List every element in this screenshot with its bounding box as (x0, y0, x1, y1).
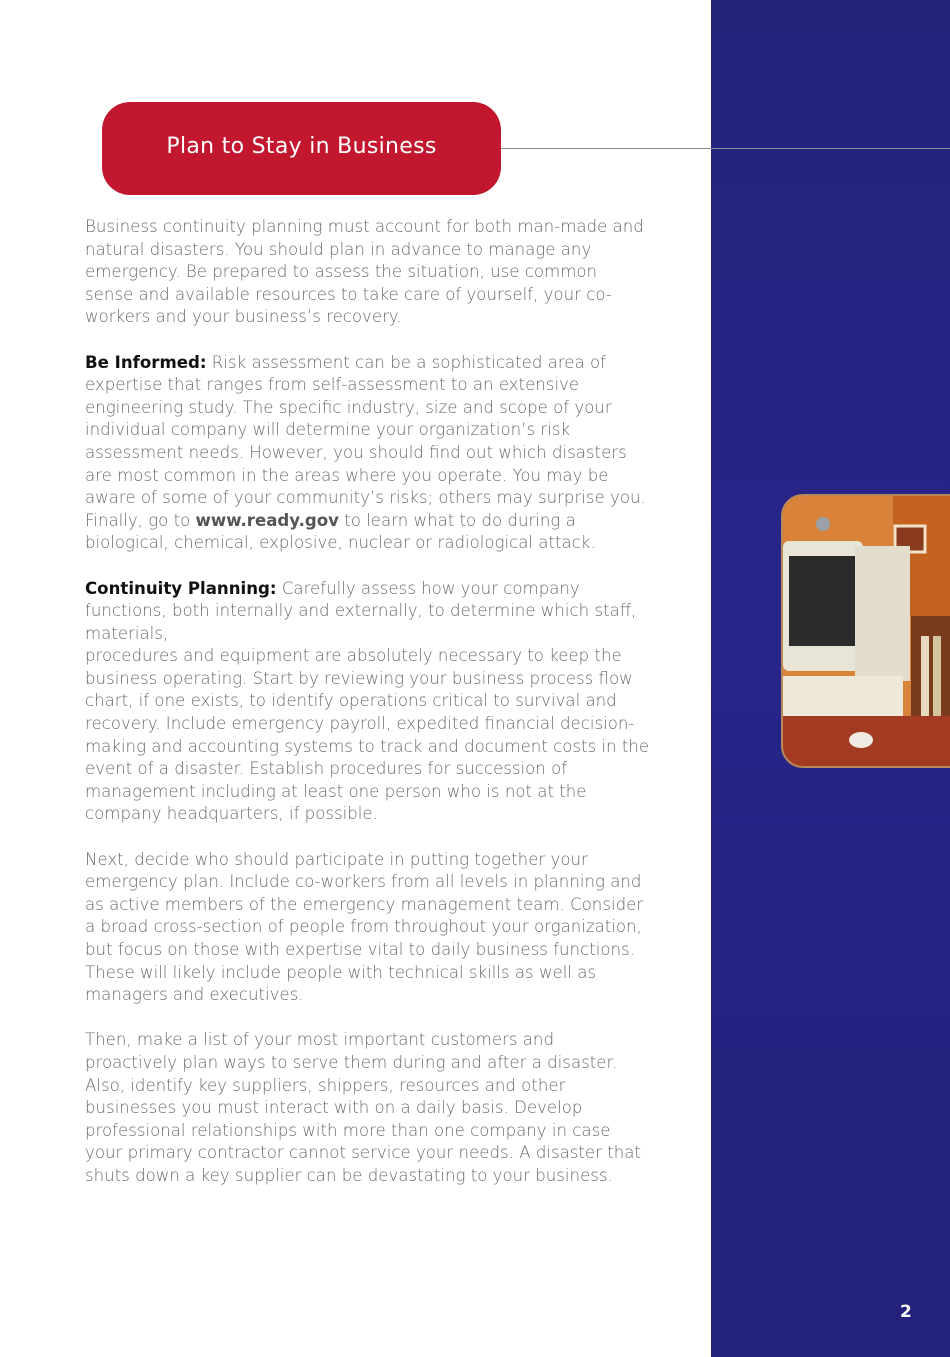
continuity-text-a: Carefully assess how your company functions, both internally and externally, to determine which staff, materials, (85, 578, 637, 643)
intro-paragraph: Business continuity planning must account for both man-made and natural disasters. You should plan in advance to manage any emergency. Be prepared to assess the situation, use common sense and available resources to take care of yourself, your co-workers and your business’s recovery. (85, 217, 644, 327)
header-rule (500, 148, 950, 149)
office-computer-photo (781, 494, 950, 768)
next-paragraph: Next, decide who should participate in putting together your emergency plan. Include co-workers from all levels in planning and as active members of the emergency management team. Consider a broad cross-section of people from throughout your organization, but focus on those with expertise vital to daily business functions. These will likely include people with technical skills as well as managers and executives. (85, 849, 644, 1005)
section-title-banner (102, 102, 501, 195)
continuity-label: Continuity Planning: (85, 578, 277, 598)
be-informed-paragraph (85, 352, 650, 555)
continuity-text-b: procedures and equipment are absolutely necessary to keep the business operating. Start by reviewing your business process flow chart, if one exists, to identify operations critical to survival and recovery. Include emergency payroll, expedited financial decision-making and accounting systems to track and document costs in the event of a disaster. Establish procedures for succession of management including at least one person who is not at the company headquarters, if possible. (85, 646, 650, 824)
page-number: 2 (900, 1302, 912, 1322)
office-desk-illustration (783, 496, 950, 766)
be-informed-tail: to learn what to do during a biological, chemical, explosive, nuclear or radiological attack. (85, 510, 596, 553)
be-informed-label: Be Informed: (85, 352, 207, 372)
be-informed-text: Risk assessment can be a sophisticated area of expertise that ranges from self-assessment to an extensive engineering study. The specific industry, size and scope of your individual company will determine your organization’s risk assessment needs. However, you should find out which disasters are most common in the areas where you operate. You may be aware of some of your community’s risks; others may surprise you. Finally, go to (85, 352, 646, 530)
ready-gov-link[interactable]: www.ready.gov (195, 510, 339, 530)
article-body (85, 216, 650, 1210)
then-paragraph: Then, make a list of your most important customers and proactively plan ways to serve them during and after a disaster. Also, identify key suppliers, shippers, resources and other businesses you must interact with on a daily basis. Develop professional relationships with more than one company in case your primary contractor cannot service your needs. A disaster that shuts down a key supplier can be devastating to your business. (85, 1030, 641, 1185)
page-title: Plan to Stay in Business (166, 134, 437, 159)
continuity-paragraph (85, 578, 650, 827)
